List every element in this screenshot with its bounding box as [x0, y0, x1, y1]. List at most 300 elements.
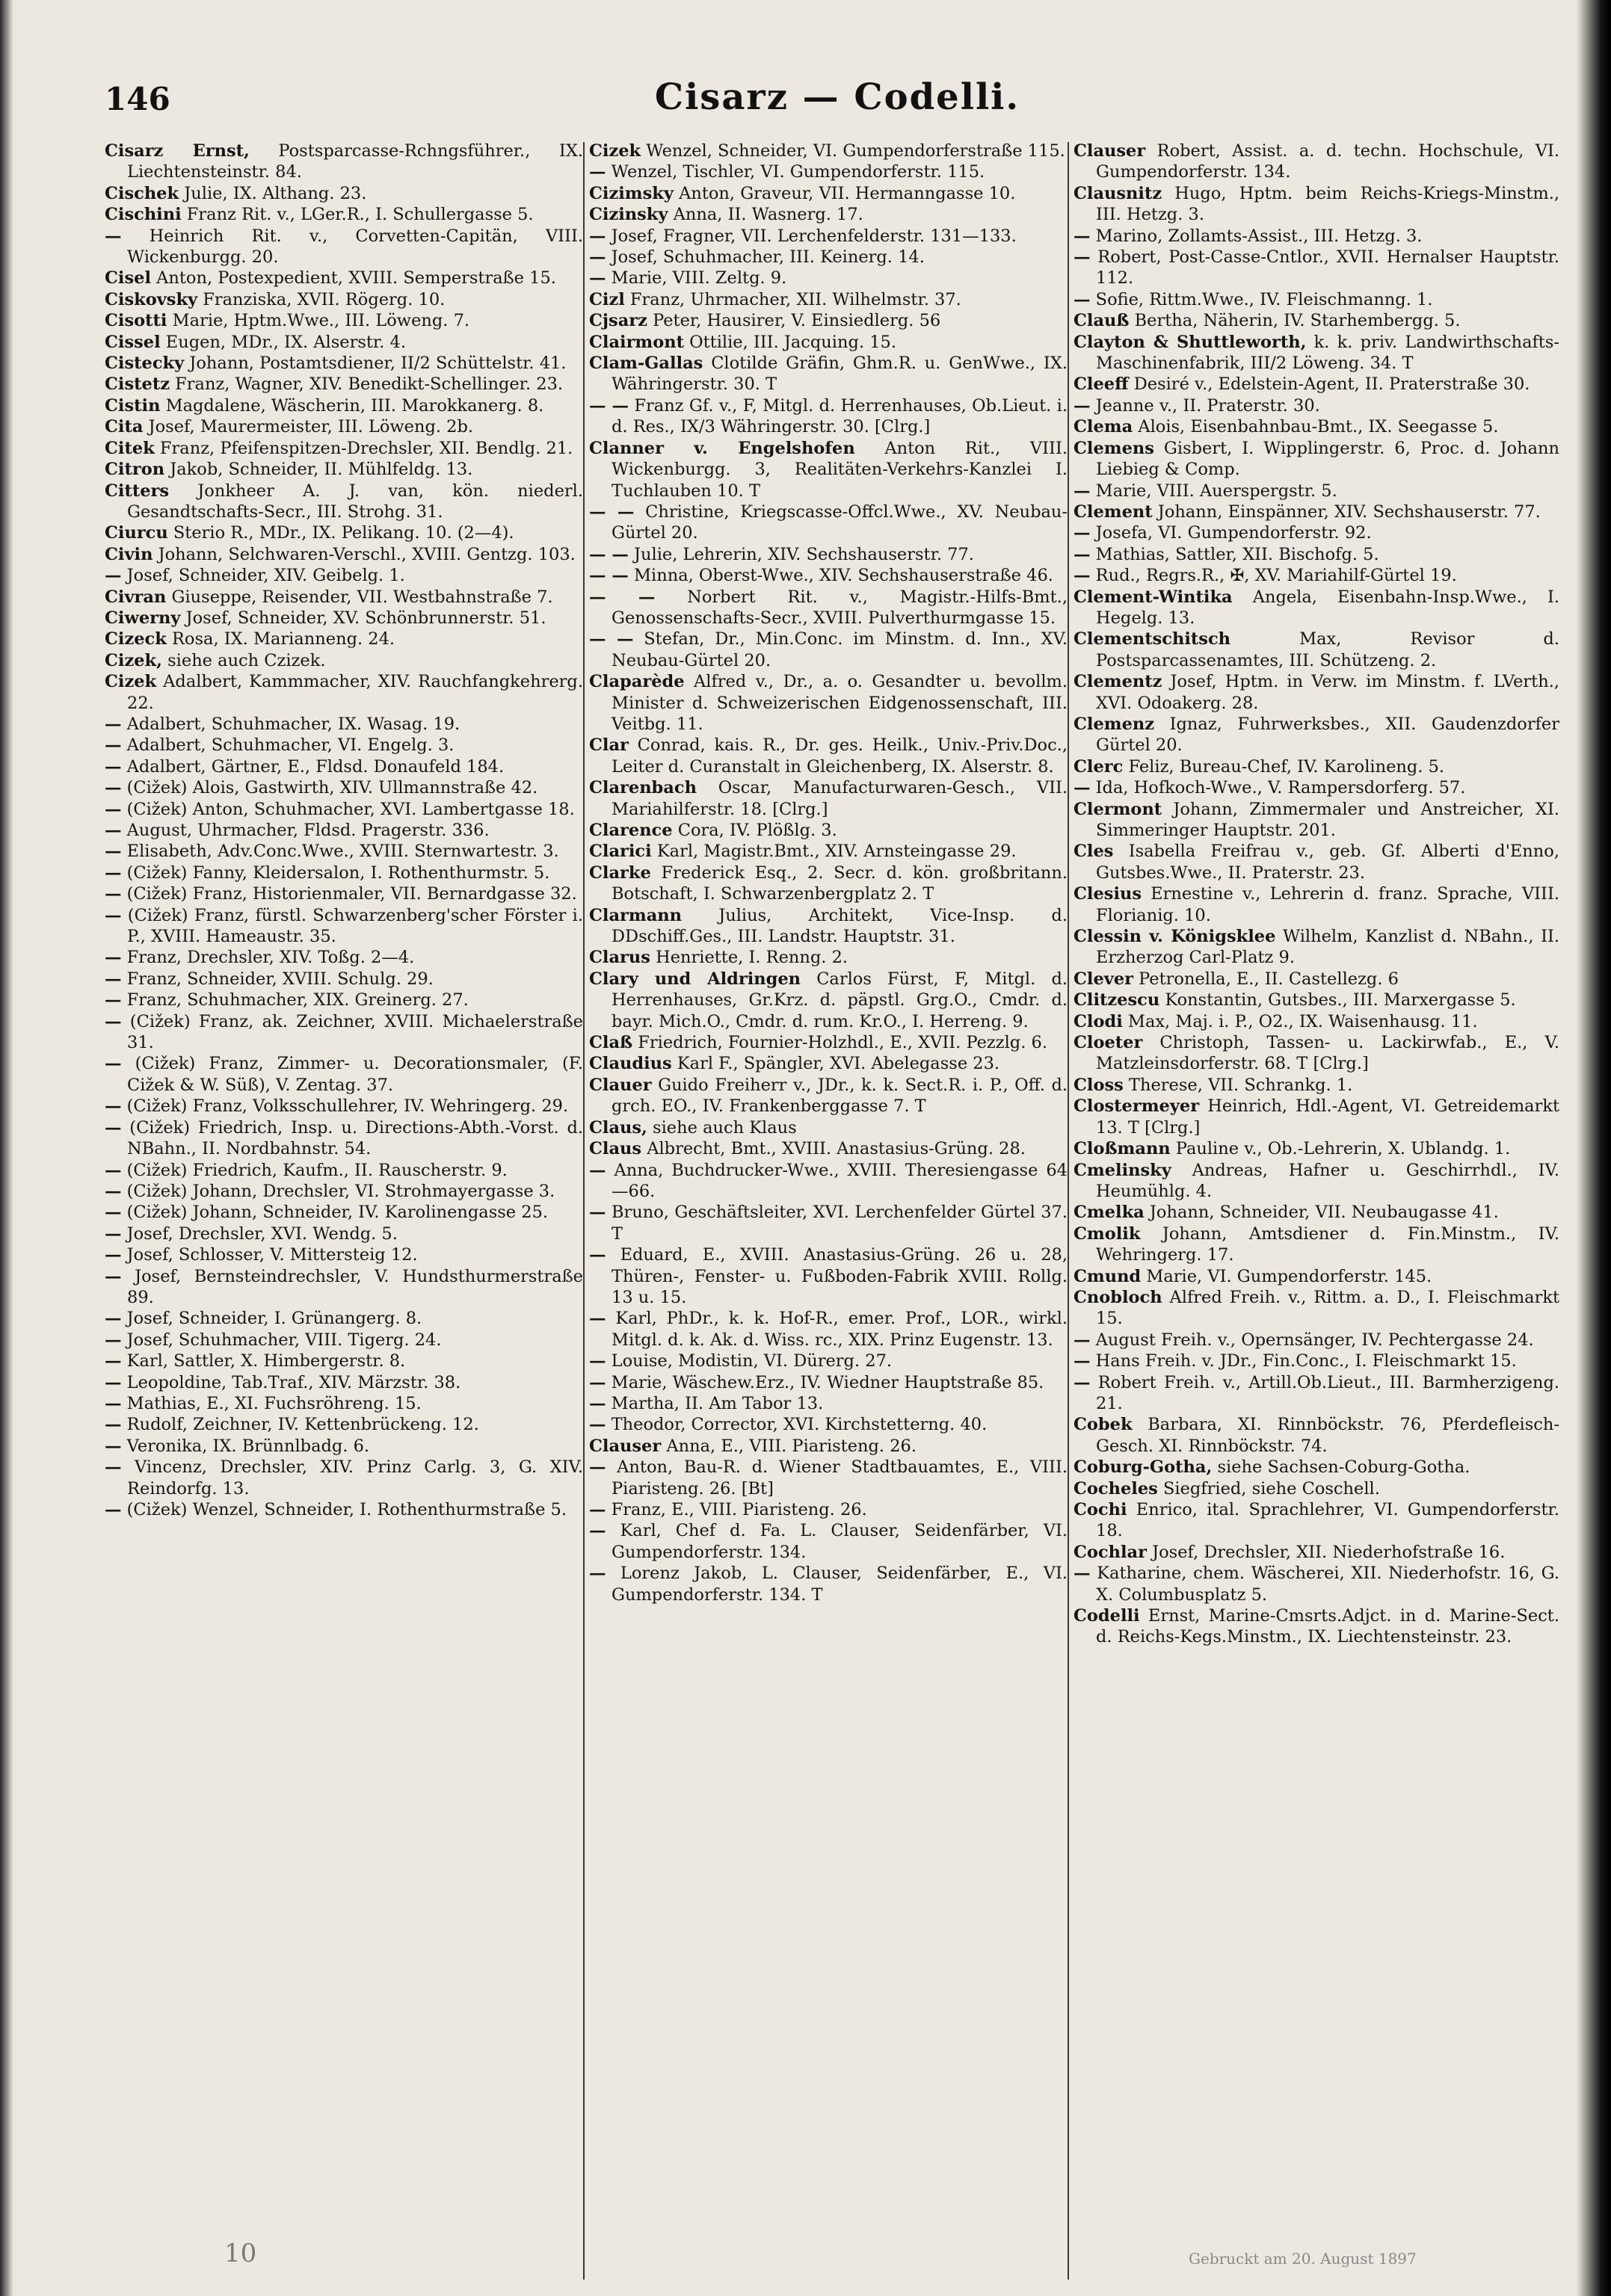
- entry-details: Minna, Oberst-Wwe., XIV. Sechshauserstraße 46.: [628, 566, 1053, 586]
- entry-name: —: [105, 1096, 122, 1117]
- entry-details: Franz, Uhrmacher, XII. Wilhelmstr. 37.: [624, 289, 961, 309]
- entry-details: Eduard, E., XVIII. Anastasius-Grüng. 26 u. 28, Thüren-, Fenster- u. Fußboden-Fabrik XVIII. Rollg. 13 u. 15.: [606, 1245, 1068, 1307]
- directory-entry: [589, 1499, 1068, 1520]
- entry-details: Josef, Schlosser, V. Mittersteig 12.: [121, 1245, 418, 1265]
- entry-details: Max, Maj. i. P., O2., IX. Waisenhausg. 11.: [1122, 1011, 1478, 1031]
- directory-entry: [105, 799, 583, 820]
- entry-name: —: [105, 1436, 122, 1456]
- directory-entry: [1074, 395, 1559, 416]
- page-title: Cisarz — Codelli.: [654, 76, 1020, 118]
- entry-name: — —: [589, 502, 635, 522]
- entry-details: Josefa, VI. Gumpendorferstr. 92.: [1090, 523, 1372, 543]
- entry-name: —: [105, 842, 122, 862]
- directory-entry: [105, 459, 583, 480]
- directory-entry: [105, 332, 583, 353]
- entry-name: Clarke: [589, 862, 651, 883]
- entry-name: Claparède: [589, 672, 685, 692]
- entry-details: Josef, Maurermeister, III. Löweng. 2b.: [143, 417, 474, 437]
- directory-entry: [105, 353, 583, 374]
- entry-name: — —: [589, 544, 629, 564]
- entry-name: Clauser: [1074, 141, 1146, 161]
- entry-name: —: [105, 1054, 122, 1074]
- directory-entry: [105, 183, 583, 204]
- entry-details: Siegfried, siehe Coschell.: [1157, 1478, 1380, 1499]
- entry-details: Adalbert, Gärtner, E., Fldsd. Donaufeld 184.: [121, 756, 505, 777]
- page-edge-left: [0, 0, 13, 2296]
- entry-name: Clementschitsch: [1074, 629, 1231, 649]
- directory-entry: [105, 587, 583, 608]
- entry-name: Clessin v. Königsklee: [1074, 927, 1276, 947]
- entry-name: — —: [589, 566, 629, 586]
- directory-entry: [589, 587, 1068, 629]
- directory-entry: [589, 1563, 1068, 1605]
- directory-entry: [589, 1117, 1068, 1138]
- directory-entry: [1074, 183, 1559, 226]
- entry-details: Marino, Zollamts-Assist., III. Hetzg. 3.: [1090, 226, 1423, 246]
- footer-page-marker: 10: [224, 2238, 257, 2268]
- entry-details: Therese, VII. Schrankg. 1.: [1123, 1075, 1353, 1095]
- directory-entry: [105, 862, 583, 883]
- entry-details: Postsparcasse-Rchngsführer., IX. Liechtensteinstr. 84.: [127, 141, 583, 182]
- directory-entry: [1074, 502, 1559, 522]
- entry-name: —: [589, 1393, 606, 1413]
- directory-entry: [1074, 926, 1559, 969]
- directory-entry: [105, 820, 583, 841]
- entry-details: siehe auch Klaus: [647, 1117, 797, 1138]
- directory-entry: [1074, 756, 1559, 777]
- entry-name: —: [589, 1160, 606, 1180]
- directory-entry: [105, 1160, 583, 1181]
- directory-entry: [105, 756, 583, 777]
- directory-entry: [589, 353, 1068, 395]
- entry-name: —: [105, 969, 122, 989]
- directory-entry: [589, 268, 1068, 288]
- entry-details: (Cižek) Friedrich, Insp. u. Directions-Abth.-Vorst. d. NBahn., II. Nordbahnstr. 54.: [121, 1117, 583, 1159]
- directory-entry: [105, 289, 583, 310]
- entry-name: —: [105, 1457, 122, 1478]
- entry-details: Josef, Schneider, XV. Schönbrunnerstr. 51.: [180, 608, 546, 628]
- directory-entry: [1074, 990, 1559, 1010]
- entry-name: —: [105, 1351, 122, 1371]
- directory-entry: [589, 438, 1068, 502]
- directory-entry: [589, 395, 1068, 438]
- entry-name: —: [1074, 544, 1091, 564]
- entry-details: Johann, Einspänner, XIV. Sechshauserstr. 77.: [1152, 502, 1541, 522]
- entry-details: Ignaz, Fuhrwerksbes., XII. Gaudenzdorfer Gürtel 20.: [1096, 714, 1559, 756]
- directory-entry: [105, 905, 583, 948]
- entry-name: Clement: [1074, 502, 1153, 522]
- entry-name: Clayton & Shuttleworth,: [1074, 332, 1307, 352]
- entry-details: Anton, Bau-R. d. Wiener Stadtbauamtes, E., VIII. Piaristeng. 26. [Bt]: [606, 1457, 1068, 1499]
- directory-entry: [1074, 969, 1559, 990]
- directory-entry: [589, 204, 1068, 225]
- entry-details: Anton Rit., VIII. Wickenburgg. 3, Realitäten-Verkehrs-Kanzlei I. Tuchlauben 10. T: [612, 438, 1068, 501]
- entry-details: Isabella Freifrau v., geb. Gf. Alberti d'Enno, Gutsbes.Wwe., II. Praterstr. 23.: [1096, 842, 1559, 883]
- directory-entry: [1074, 1605, 1559, 1648]
- entry-name: Clauß: [1074, 311, 1130, 331]
- entry-details: Alfred v., Dr., a. o. Gesandter u. bevollm. Minister d. Schweizerischen Eidgenossenschaft, III. Veitbg. 11.: [612, 672, 1068, 734]
- directory-entry: [1074, 1351, 1559, 1371]
- entry-name: Cizinsky: [589, 205, 668, 225]
- directory-entry: [1074, 587, 1559, 629]
- entry-details: siehe auch Czizek.: [161, 650, 326, 670]
- directory-entry: [1074, 714, 1559, 756]
- directory-entry: [589, 1351, 1068, 1371]
- directory-entry: [589, 1075, 1068, 1117]
- entry-details: August, Uhrmacher, Fldsd. Pragerstr. 336.: [121, 821, 490, 840]
- directory-entry: [589, 1393, 1068, 1414]
- directory-entry: [1074, 1096, 1559, 1138]
- column-divider: [1068, 142, 1069, 2280]
- entry-details: Anna, Buchdrucker-Wwe., XVIII. Theresiengasse 64—66.: [606, 1160, 1068, 1201]
- entry-name: Cobek: [1074, 1415, 1133, 1435]
- entry-details: Guido Freiherr v., JDr., k. k. Sect.R. i. P., Off. d. grch. EO., IV. Frankenberggasse 7. T: [612, 1075, 1068, 1117]
- directory-entry: [589, 862, 1068, 905]
- entry-name: Claus: [589, 1139, 642, 1159]
- entry-name: Cisotti: [105, 311, 167, 331]
- entry-details: Albrecht, Bmt., XVIII. Anastasius-Grüng. 28.: [641, 1139, 1026, 1159]
- directory-entry: [589, 1457, 1068, 1499]
- entry-name: Clema: [1074, 417, 1133, 437]
- directory-entry: [589, 1372, 1068, 1393]
- entry-name: —: [105, 821, 122, 840]
- entry-name: Clarence: [589, 821, 673, 840]
- directory-entry: [105, 438, 583, 459]
- directory-entry: [1074, 141, 1559, 183]
- entry-name: Clerc: [1074, 756, 1124, 777]
- entry-name: —: [105, 566, 122, 586]
- entry-name: —: [589, 1457, 606, 1478]
- entry-details: Bertha, Näherin, IV. Starhembergg. 5.: [1129, 311, 1461, 331]
- directory-entry: [1074, 310, 1559, 331]
- entry-name: Cissel: [105, 332, 161, 352]
- entry-details: Frederick Esq., 2. Secr. d. kön. großbritann. Botschaft, I. Schwarzenbergplatz 2. T: [612, 862, 1068, 904]
- entry-name: — —: [589, 587, 656, 607]
- entry-name: —: [105, 884, 122, 904]
- entry-name: —: [105, 1203, 122, 1223]
- entry-name: Cochlar: [1074, 1542, 1147, 1562]
- entry-details: Carlos Fürst, F, Mitgl. d. Herrenhauses, Gr.Krz. d. päpstl. Grg.O., Cmdr. d. bayr. Mich.O., Cmdr. d. rum. Kr.O., I. Herreng. 9.: [612, 969, 1068, 1031]
- column-divider: [583, 142, 585, 2280]
- entry-details: Julie, IX. Althang. 23.: [179, 183, 367, 203]
- entry-name: Clemenz: [1074, 714, 1155, 734]
- entry-details: Karl, Sattler, X. Himbergerstr. 8.: [121, 1351, 406, 1371]
- entry-name: Ciurcu: [105, 523, 168, 543]
- entry-name: Cizeck: [105, 629, 167, 649]
- entry-details: (Cižek) Franz, fürstl. Schwarzenberg'scher Förster i. P., XVIII. Hameaustr. 35.: [121, 905, 583, 947]
- entry-name: —: [1074, 1351, 1091, 1371]
- entry-details: Johann, Amtsdiener d. Fin.Minstm., IV. Wehringerg. 17.: [1096, 1223, 1559, 1265]
- entry-details: Feliz, Bureau-Chef, IV. Karolineng. 5.: [1123, 756, 1445, 777]
- entry-name: —: [105, 1223, 122, 1244]
- directory-entry: [1074, 374, 1559, 395]
- entry-name: —: [1074, 523, 1091, 543]
- entry-name: Claus,: [589, 1117, 647, 1138]
- entry-name: —: [105, 226, 122, 246]
- entry-name: —: [105, 1245, 122, 1265]
- directory-entry: [589, 183, 1068, 204]
- entry-name: —: [105, 1372, 122, 1392]
- entry-name: Clarenbach: [589, 778, 697, 798]
- entry-name: Claß: [589, 1033, 633, 1053]
- entry-name: Codelli: [1074, 1606, 1140, 1626]
- entry-details: August Freih. v., Opernsänger, IV. Pechtergasse 24.: [1090, 1330, 1534, 1350]
- entry-name: —: [589, 1415, 606, 1435]
- entry-details: Rudolf, Zeichner, IV. Kettenbrückeng. 12.: [121, 1415, 479, 1435]
- directory-entry: [589, 289, 1068, 310]
- entry-details: Josef, Schneider, XIV. Geibelg. 1.: [121, 566, 405, 586]
- directory-entry: [105, 395, 583, 416]
- entry-name: —: [1074, 1372, 1091, 1392]
- directory-entry: [1074, 1160, 1559, 1203]
- entry-details: Leopoldine, Tab.Traf., XIV. Märzstr. 38.: [121, 1372, 461, 1392]
- directory-entry: [105, 565, 583, 586]
- directory-entry: [589, 1520, 1068, 1563]
- directory-entry: [105, 1053, 583, 1096]
- entry-details: Marie, VI. Gumpendorferstr. 145.: [1141, 1266, 1432, 1286]
- entry-details: Josef, Drechsler, XII. Niederhofstraße 16.: [1146, 1542, 1506, 1562]
- entry-name: Cleeff: [1074, 374, 1129, 395]
- entry-name: Cmolik: [1074, 1223, 1141, 1244]
- entry-name: —: [589, 247, 606, 268]
- entry-name: Clairmont: [589, 332, 685, 352]
- entry-name: Cizl: [589, 289, 625, 309]
- entry-details: Josef, Hptm. in Verw. im Minstm. f. LVerth., XVI. Odoakerg. 28.: [1096, 672, 1559, 713]
- entry-details: (Cižek) Franz, Volksschullehrer, IV. Wehringerg. 29.: [121, 1096, 569, 1117]
- entry-details: Wenzel, Schneider, VI. Gumpendorferstraße 115.: [641, 141, 1065, 161]
- entry-details: Marie, VIII. Auerspergstr. 5.: [1090, 481, 1337, 501]
- entry-name: Clauser: [589, 1436, 662, 1456]
- entry-details: (Cižek) Johann, Schneider, IV. Karolinengasse 25.: [121, 1203, 549, 1223]
- entry-details: Wenzel, Tischler, VI. Gumpendorferstr. 115.: [606, 162, 985, 182]
- entry-details: Sofie, Rittm.Wwe., IV. Fleischmanng. 1.: [1090, 289, 1433, 309]
- directory-entry: [105, 1308, 583, 1329]
- entry-details: Eugen, MDr., IX. Alserstr. 4.: [160, 332, 406, 352]
- directory-entry: [1074, 841, 1559, 883]
- entry-name: Clermont: [1074, 799, 1162, 819]
- entry-details: Angela, Eisenbahn-Insp.Wwe., I. Hegelg. 13.: [1096, 587, 1559, 628]
- directory-entry: [589, 905, 1068, 948]
- entry-details: Hans Freih. v. JDr., Fin.Conc., I. Fleischmarkt 15.: [1090, 1351, 1517, 1371]
- directory-entry: [1074, 1563, 1559, 1605]
- directory-entry: [105, 1202, 583, 1223]
- entry-name: Citek: [105, 438, 155, 458]
- directory-entry: [1074, 1542, 1559, 1563]
- entry-name: —: [589, 1521, 606, 1541]
- entry-details: Josef, Schneider, I. Grünangerg. 8.: [121, 1309, 422, 1329]
- entry-details: Ernestine v., Lehrerin d. franz. Sprache, VIII. Florianig. 10.: [1096, 884, 1559, 925]
- entry-name: Clarus: [589, 948, 650, 968]
- directory-entry: [1074, 1032, 1559, 1075]
- directory-entry: [1074, 1075, 1559, 1096]
- entry-details: siehe Sachsen-Coburg-Gotha.: [1212, 1457, 1470, 1478]
- directory-entry: [589, 629, 1068, 671]
- entry-name: Cischek: [105, 183, 179, 203]
- entry-details: Gisbert, I. Wipplingerstr. 6, Proc. d. Johann Liebieg & Comp.: [1096, 438, 1559, 480]
- entry-name: —: [589, 1245, 606, 1265]
- directory-entry: [589, 502, 1068, 544]
- entry-details: Friedrich, Fournier-Holzhdl., E., XVII. Pezzlg. 6.: [632, 1033, 1047, 1053]
- entry-details: Karl, Chef d. Fa. L. Clauser, Seidenfärber, VI. Gumpendorferstr. 134.: [606, 1521, 1068, 1562]
- entry-name: Clesius: [1074, 884, 1142, 904]
- directory-entry: [105, 1244, 583, 1265]
- entry-name: —: [105, 1117, 122, 1138]
- entry-name: Cischini: [105, 205, 182, 225]
- entry-details: Bruno, Geschäftsleiter, XVI. Lerchenfelder Gürtel 37. T: [606, 1203, 1068, 1244]
- entry-details: Johann, Schneider, VII. Neubaugasse 41.: [1144, 1203, 1499, 1223]
- entry-details: Mathias, E., XI. Fuchsröhreng. 15.: [121, 1393, 422, 1413]
- entry-details: Mathias, Sattler, XII. Bischofg. 5.: [1090, 544, 1379, 564]
- directory-entry: [105, 141, 583, 183]
- page-number: 146: [105, 81, 170, 117]
- directory-entry: [1074, 1223, 1559, 1266]
- directory-entry: [1074, 1287, 1559, 1330]
- entry-details: Cora, IV. Plößlg. 3.: [672, 821, 837, 840]
- entry-name: Ciskovsky: [105, 289, 198, 309]
- directory-entry: [1074, 671, 1559, 714]
- entry-name: Civin: [105, 544, 153, 564]
- entry-details: Julie, Lehrerin, XIV. Sechshauserstr. 77.: [628, 544, 974, 564]
- entry-name: Cocheles: [1074, 1478, 1158, 1499]
- entry-details: Sterio R., MDr., IX. Pelikang. 10. (2—4).: [167, 523, 514, 543]
- directory-entry: [105, 883, 583, 904]
- entry-details: Alois, Eisenbahnbau-Bmt., IX. Seegasse 5.: [1133, 417, 1499, 437]
- directory-entry: [589, 1308, 1068, 1351]
- entry-details: Veronika, IX. Brünnlbadg. 6.: [121, 1436, 370, 1456]
- entry-name: —: [105, 1160, 122, 1180]
- entry-details: (Cižek) Anton, Schuhmacher, XVI. Lambertgasse 18.: [121, 799, 575, 819]
- entry-name: Clarmann: [589, 905, 682, 925]
- directory-entry: [1074, 1457, 1559, 1478]
- directory-entry: [105, 947, 583, 968]
- entry-details: Katharine, chem. Wäscherei, XII. Niederhofstr. 16, G. X. Columbusplatz 5.: [1090, 1564, 1559, 1605]
- entry-details: Karl F., Spängler, XVI. Abelegasse 23.: [671, 1054, 1000, 1074]
- entry-details: (Cižek) Fanny, Kleidersalon, I. Rothenthurmstr. 5.: [121, 862, 550, 883]
- entry-name: Cochi: [1074, 1500, 1127, 1519]
- entry-details: Petronella, E., II. Castellezg. 6: [1133, 969, 1399, 989]
- entry-name: —: [105, 905, 122, 925]
- entry-details: Anton, Postexpedient, XVIII. Semperstraße 15.: [151, 268, 556, 288]
- directory-entry: [105, 1266, 583, 1309]
- entry-name: —: [105, 1266, 122, 1286]
- entry-name: Clanner v. Engelshofen: [589, 438, 855, 458]
- entry-name: —: [105, 714, 122, 734]
- directory-entry: [105, 969, 583, 990]
- entry-details: Alfred Freih. v., Rittm. a. D., I. Fleischmarkt 15.: [1096, 1287, 1559, 1329]
- entry-details: Josef, Drechsler, XVI. Wendg. 5.: [121, 1223, 398, 1244]
- entry-details: Karl, Magistr.Bmt., XIV. Arnsteingasse 29.: [651, 842, 1017, 862]
- directory-entry: [105, 204, 583, 225]
- entry-name: —: [589, 1351, 606, 1371]
- directory-entry: [105, 777, 583, 798]
- directory-entry: [105, 1117, 583, 1160]
- entry-name: Clitzescu: [1074, 990, 1160, 1010]
- entry-name: Clementz: [1074, 672, 1162, 692]
- entry-name: —: [589, 1500, 606, 1519]
- directory-entry: [589, 1414, 1068, 1435]
- entry-name: —: [589, 1203, 606, 1223]
- entry-name: Cnobloch: [1074, 1287, 1162, 1307]
- entry-name: —: [589, 1372, 606, 1392]
- entry-details: Josef, Schuhmacher, III. Keinerg. 14.: [606, 247, 925, 268]
- entry-name: Cizek,: [105, 650, 162, 670]
- entry-name: Clemens: [1074, 438, 1154, 458]
- directory-entry: [105, 1351, 583, 1371]
- directory-entry: [105, 671, 583, 714]
- entry-name: —: [1074, 1330, 1091, 1350]
- entry-name: —: [1074, 778, 1091, 798]
- entry-details: Franziska, XVII. Rögerg. 10.: [197, 289, 446, 309]
- directory-entry: [589, 1202, 1068, 1244]
- directory-entry: [1074, 289, 1559, 310]
- directory-entry: [589, 671, 1068, 735]
- directory-entry: [105, 1414, 583, 1435]
- entry-name: —: [589, 226, 606, 246]
- entry-name: —: [105, 1330, 122, 1350]
- entry-details: Henriette, I. Renng. 2.: [650, 948, 848, 968]
- entry-name: —: [1074, 247, 1091, 268]
- entry-details: Jakob, Schneider, II. Mühlfeldg. 13.: [164, 460, 473, 480]
- entry-details: Jeanne v., II. Praterstr. 30.: [1090, 395, 1320, 416]
- entry-details: Ida, Hofkoch-Wwe., V. Rampersdorferg. 57.: [1090, 778, 1466, 798]
- directory-entry: [1074, 1372, 1559, 1415]
- entry-name: —: [589, 1564, 606, 1584]
- directory-entry: [1074, 1011, 1559, 1032]
- entry-name: Cistin: [105, 395, 161, 416]
- entry-details: (Cižek) Franz, ak. Zeichner, XVIII. Michaelerstraße 31.: [121, 1011, 583, 1053]
- entry-details: Andreas, Hafner u. Geschirrhdl., IV. Heumühlg. 4.: [1096, 1160, 1559, 1201]
- entry-details: Franz Gf. v., F, Mitgl. d. Herrenhauses, Ob.Lieut. i. d. Res., IX/3 Währingerstr. 30. [Clrg.]: [612, 395, 1068, 437]
- column-left: [105, 141, 583, 1520]
- directory-entry: [589, 161, 1068, 182]
- entry-details: Anton, Graveur, VII. Hermanngasse 10.: [673, 183, 1016, 203]
- entry-details: Johann, Zimmermaler und Anstreicher, XI. Simmeringer Hauptstr. 201.: [1096, 799, 1559, 840]
- directory-entry: [589, 1436, 1068, 1457]
- entry-details: Barbara, XI. Rinnböckstr. 76, Pferdefleisch-Gesch. XI. Rinnböckstr. 74.: [1096, 1415, 1559, 1456]
- entry-details: (Cižek) Wenzel, Schneider, I. Rothenthurmstraße 5.: [121, 1500, 567, 1519]
- directory-entry: [1074, 777, 1559, 798]
- entry-name: Cmelinsky: [1074, 1160, 1171, 1180]
- directory-entry: [589, 1053, 1068, 1074]
- entry-name: Ciwerny: [105, 608, 181, 628]
- directory-entry: [589, 1244, 1068, 1308]
- directory-entry: [589, 247, 1068, 268]
- page-edge-right: [1577, 0, 1611, 2296]
- entry-name: —: [105, 1309, 122, 1329]
- entry-details: Heinrich Rit. v., Corvetten-Capitän, VIII. Wickenburgg. 20.: [121, 226, 583, 268]
- entry-name: — —: [589, 395, 629, 416]
- entry-name: —: [105, 1011, 122, 1031]
- entry-name: Citters: [105, 481, 170, 501]
- entry-name: Cisel: [105, 268, 151, 288]
- entry-details: Peter, Hausirer, V. Einsiedlerg. 56: [647, 311, 941, 331]
- entry-details: Clotilde Gräfin, Ghm.R. u. GenWwe., IX. Währingerstr. 30. T: [612, 354, 1068, 395]
- entry-details: Marie, Wäschew.Erz., IV. Wiedner Hauptstraße 85.: [606, 1372, 1044, 1392]
- entry-name: Coburg-Gotha,: [1074, 1457, 1213, 1478]
- entry-details: Johann, Selchwaren-Verschl., XVIII. Gentzg. 103.: [153, 544, 576, 564]
- directory-entry: [105, 1181, 583, 1202]
- directory-entry: [105, 1330, 583, 1351]
- entry-name: Cistetz: [105, 374, 170, 395]
- entry-name: Clam-Gallas: [589, 354, 703, 374]
- entry-details: Oscar, Manufacturwaren-Gesch., VII. Mariahilferstr. 18. [Clrg.]: [612, 778, 1068, 819]
- directory-entry: [1074, 226, 1559, 247]
- entry-details: (Cižek) Franz, Zimmer- u. Decorationsmaler, (F. Cižek & W. Süß), V. Zentag. 37.: [121, 1054, 583, 1095]
- directory-entry: [105, 1499, 583, 1520]
- directory-entry: [1074, 883, 1559, 926]
- entry-details: Josef, Fragner, VII. Lerchenfelderstr. 131—133.: [606, 226, 1017, 246]
- directory-entry: [589, 1032, 1068, 1053]
